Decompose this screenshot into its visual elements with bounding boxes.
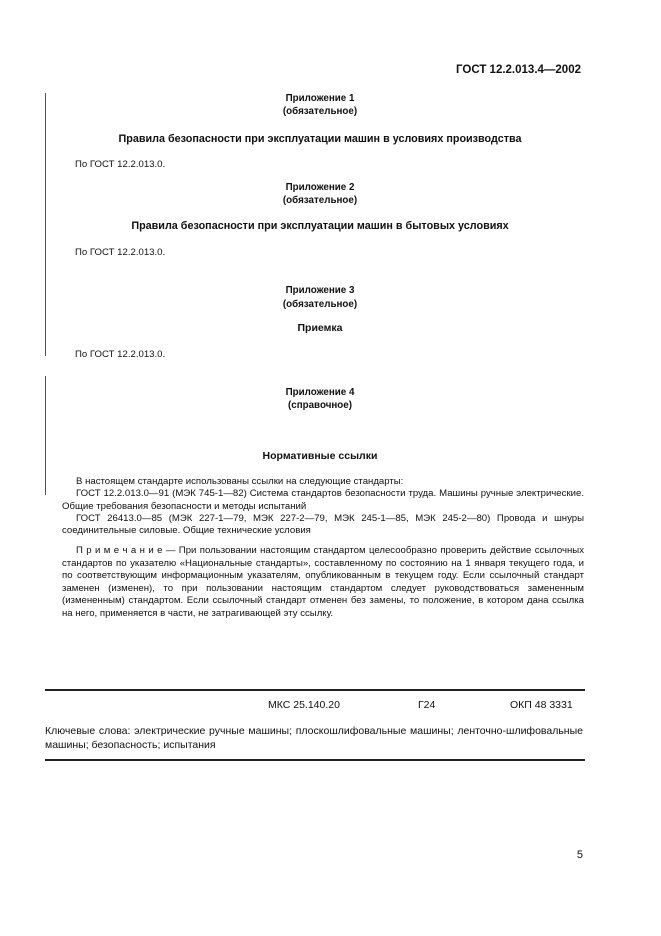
appendix-1-title: Правила безопасности при эксплуатации машин в условиях производства <box>118 133 522 145</box>
mks-code: МКС 25.140.20 <box>268 699 340 711</box>
footer-rule-bottom <box>45 759 585 761</box>
reference-gost-26413-0: ГОСТ 26413.0—85 (МЭК 227-1—79, МЭК 227-2—79, МЭК 245-1—85, МЭК 245-2—80) Провода и шнуры соединительные силовые. Общие технические условия <box>62 512 584 537</box>
appendix-4-number: Приложение 4 <box>285 387 355 398</box>
appendix-3-heading <box>45 284 595 312</box>
appendix-1-number: Приложение 1 <box>285 93 355 104</box>
appendix-4-title: Нормативные ссылки <box>262 450 378 462</box>
reference-gost-12-2-013-0: ГОСТ 12.2.013.0—91 (МЭК 745-1—82) Система стандартов безопасности труда. Машины ручные электрические. Общие требования безопасности и методы испытаний <box>62 488 584 512</box>
note-label: П р и м е ч а н и е <box>76 545 163 556</box>
okp-code: ОКП 48 3331 <box>510 699 573 711</box>
references-intro: В настоящем стандарте использованы ссылки на следующие стандарты: <box>76 476 404 487</box>
appendix-2-title: Правила безопасности при эксплуатации машин в бытовых условиях <box>131 220 509 232</box>
appendix-3-title: Приемка <box>297 322 343 334</box>
note-block <box>62 545 584 620</box>
group-code: Г24 <box>418 699 436 711</box>
footer-rule-top <box>45 689 585 691</box>
page-number: 5 <box>576 849 583 861</box>
references-block <box>62 476 584 537</box>
appendix-2-number: Приложение 2 <box>285 182 355 193</box>
appendix-1-status: (обязательное) <box>282 105 358 117</box>
note-text: — При пользовании настоящим стандартом целесообразно проверить действие ссылочных стандартов по указателю «Национальные стандарты», составленному по состоянию на 1 января текущего года, и по соответствующим информационным указателям, опубликованным в текущем году. Если ссылочный стандарт заменен (изменен), то при пользовании настоящим стандартом следует руководствоваться замененным (измененным) стандартом. Если ссылочный стандарт отменен без замены, то положение, в котором дана ссылка на него, применяется в части, не затрагивающей эту ссылку. <box>62 545 585 619</box>
appendix-2-text: По ГОСТ 12.2.013.0. <box>75 247 166 258</box>
appendix-2-heading <box>45 182 595 207</box>
appendix-3-text: По ГОСТ 12.2.013.0. <box>75 349 166 360</box>
appendix-4-heading <box>45 386 595 412</box>
appendix-1-heading <box>45 93 595 118</box>
appendix-3-number: Приложение 3 <box>285 285 355 296</box>
appendix-2-status: (обязательное) <box>282 194 358 206</box>
appendix-4-status: (справочное) <box>288 400 352 411</box>
document-code: ГОСТ 12.2.013.4—2002 <box>456 64 581 76</box>
appendix-1-text: По ГОСТ 12.2.013.0. <box>75 159 166 170</box>
keywords: Ключевые слова: электрические ручные машины; плоскошлифовальные машины; ленточно-шлифовальные машины; безопасность; испытания <box>45 725 583 751</box>
appendix-3-status: (обязательное) <box>282 299 358 310</box>
